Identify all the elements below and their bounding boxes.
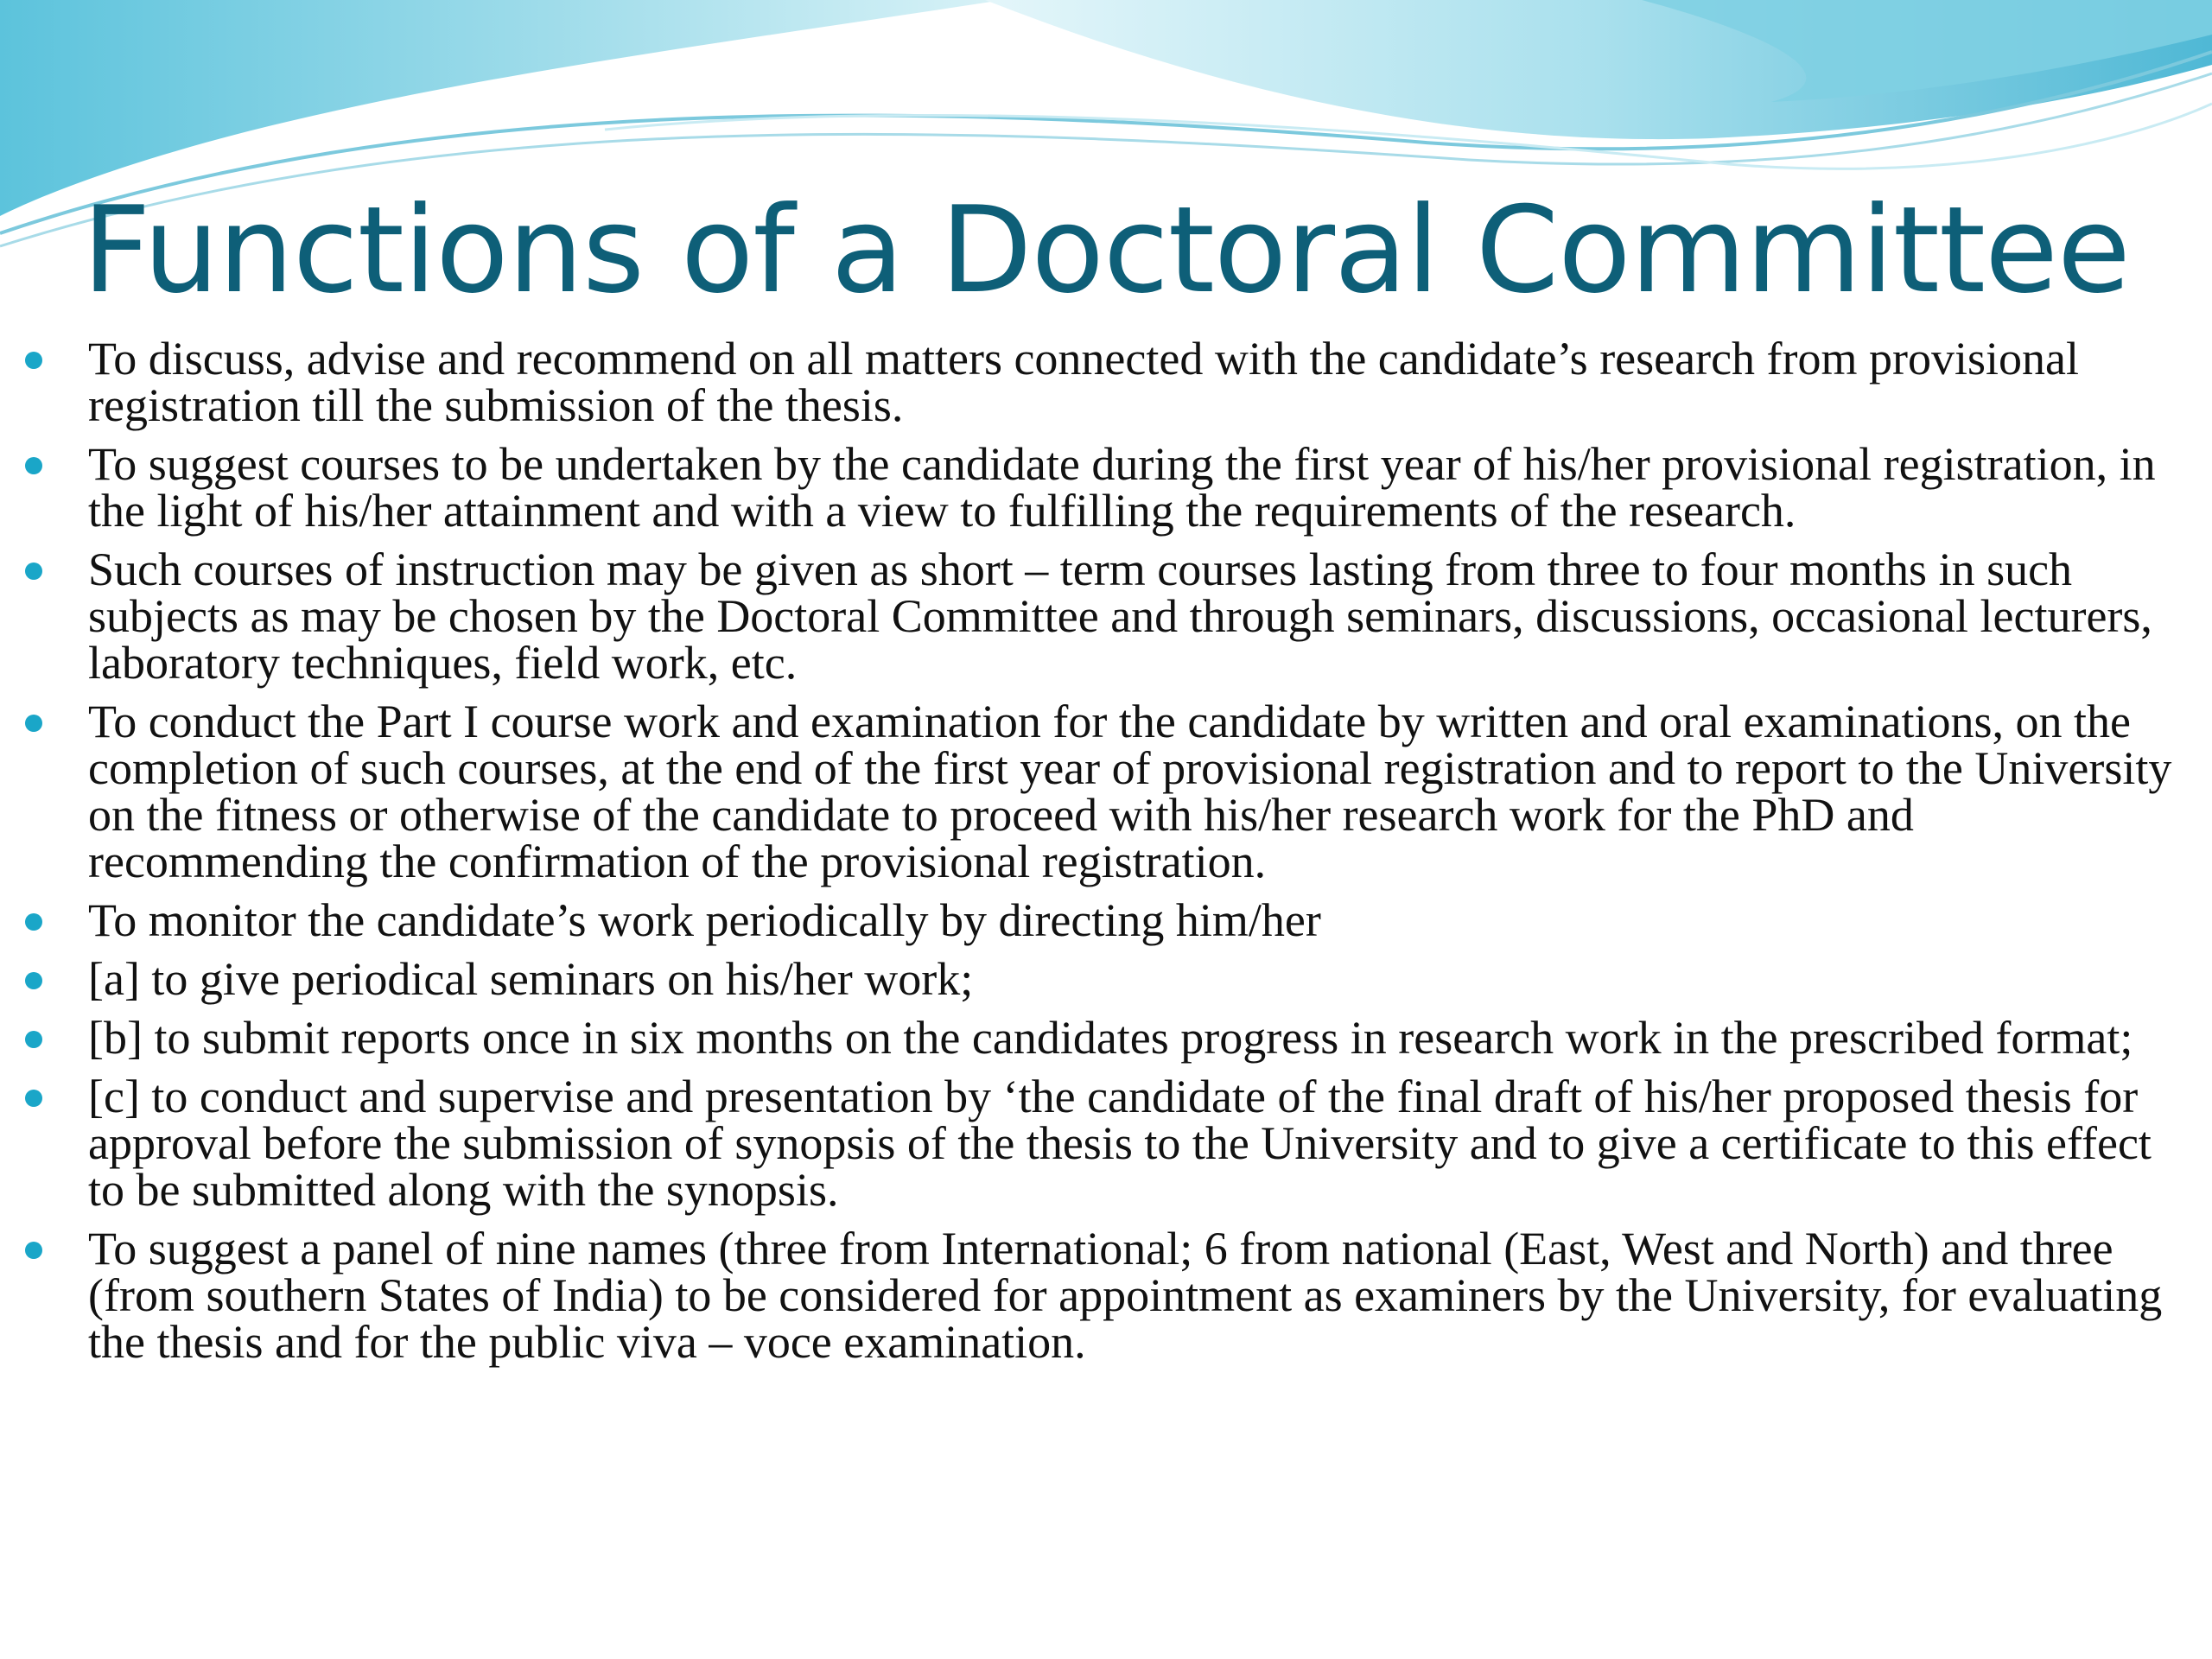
bullet-dot-icon [25, 1090, 42, 1107]
bullet-item [0, 1071, 2195, 1216]
bullet-dot-icon [25, 715, 42, 732]
bullet-item [0, 543, 2195, 689]
slide-title: Functions of a Doctoral Committee [82, 181, 2130, 320]
bullet-item [0, 1012, 2195, 1064]
bullet-item [0, 335, 2195, 429]
bullet-text: [b] to submit reports once in six months on the candidates progress in research work in the prescribed format; [88, 1012, 2133, 1064]
bullet-item [0, 438, 2195, 537]
bullet-text: To conduct the Part I course work and examination for the candidate by written and oral examinations, on the completion of such courses, at the end of the first year of provisional registration and to report to the University on the fitness or otherwise of the candidate to proceed with his/her research work for the PhD and recommending the confirmation of the provisional registration. [88, 696, 2172, 887]
bullet-item [0, 698, 2195, 885]
bullet-dot-icon [25, 913, 42, 931]
bullet-item [0, 1223, 2195, 1368]
bullet-list [0, 335, 2195, 1377]
bullet-item [0, 894, 2195, 946]
bullet-text: To suggest a panel of nine names (three from International; 6 from national (East, West and North) and three (from southern States of India) to be considered for appointment as examiners by the University, for evaluating the thesis and for the public viva – voce examination. [88, 1223, 2163, 1368]
bullet-text: Such courses of instruction may be given as short – term courses lasting from three to four months in such subjects as may be chosen by the Doctoral Committee and through seminars, discussions, occasional lecturers, laboratory techniques, field work, etc. [88, 543, 2152, 689]
bullet-dot-icon [25, 457, 42, 474]
bullet-dot-icon [25, 1031, 42, 1048]
bullet-text: [c] to conduct and supervise and presentation by ‘the candidate of the final draft of his/her proposed thesis for approval before the submission of synopsis of the thesis to the University and to give a certificate to this effect to be submitted along with the synopsis. [88, 1071, 2152, 1216]
bullet-text: To monitor the candidate’s work periodically by directing him/her [88, 894, 1321, 946]
bullet-item [0, 953, 2195, 1005]
bullet-dot-icon [25, 972, 42, 989]
bullet-text: [a] to give periodical seminars on his/her work; [88, 953, 974, 1005]
bullet-dot-icon [25, 1242, 42, 1259]
bullet-dot-icon [25, 352, 42, 369]
bullet-dot-icon [25, 563, 42, 580]
bullet-text: To suggest courses to be undertaken by the candidate during the first year of his/her provisional registration, in the light of his/her attainment and with a view to fulfilling the requirements of the research. [88, 438, 2156, 537]
bullet-text: To discuss, advise and recommend on all matters connected with the candidate’s research from provisional registration till the submission of the thesis. [88, 333, 2079, 431]
